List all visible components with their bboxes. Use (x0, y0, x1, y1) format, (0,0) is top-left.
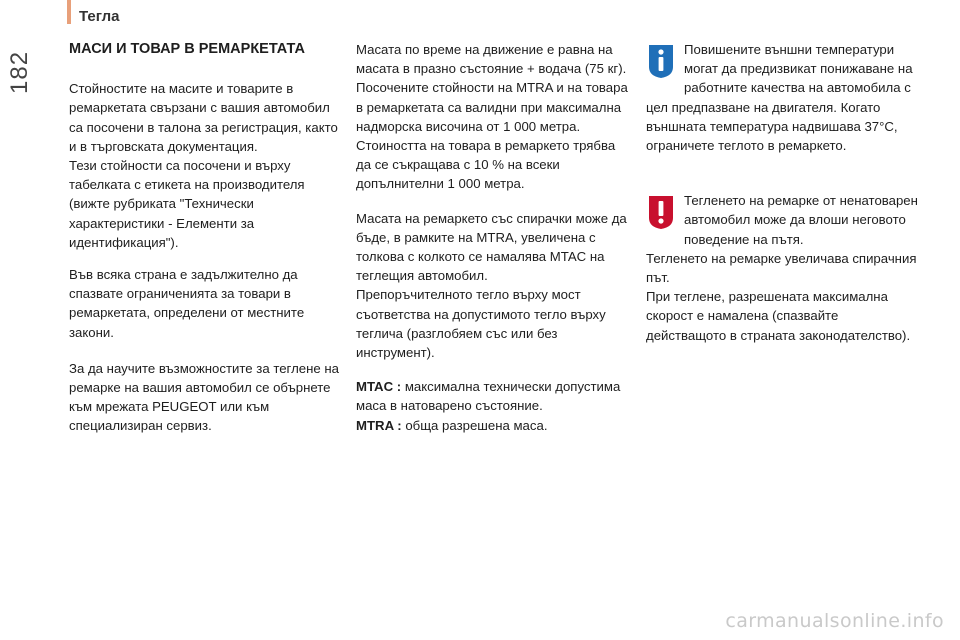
term-mtra: MTRA : (356, 417, 402, 433)
definition-mtra-text: обща разрешена маса. (401, 417, 548, 433)
definition-mtra (356, 416, 628, 435)
note-braking: Тегленето на ремарке увеличава спирачния път. (646, 250, 917, 286)
info-icon (646, 43, 676, 79)
paragraph-plate: Тези стойности са посочени и върху табелката с етикета на производителя (вижте рубриката "Технически характеристики - Елементи за идентификация"). (69, 158, 305, 250)
definition-mtac (356, 377, 628, 415)
warning-note (646, 191, 918, 345)
paragraph-running-mass: Масата по време на движение е равна на масата в празно състояние + водача (75 кг). (356, 42, 627, 77)
note-speed: При теглене, разрешената максимална скорост е намалена (спазвайте действащото в страната законодателство). (646, 289, 911, 343)
paragraph-altitude: Посочените стойности на MTRA и на товара в ремаркетата са валидни при максимална надморска височина от 1 000 метра. (356, 80, 628, 134)
column-right (646, 40, 918, 358)
paragraph-peugeot-network: За да научите възможностите за теглене на ремарке на вашия автомобил се обърнете към мрежата PEUGEOT или към специализиран сервиз. (69, 360, 340, 434)
note-unladen: Тегленето на ремарке от ненатоварен автомобил може да влоши неговото поведение на пътя. (684, 193, 918, 247)
note-temperature: Повишените външни температури могат да предизвикат понижаване на работните качества на автомобила с цел предпазване на двигателя. Когато външната температура надвишава 37°C, ограничете теглото в ремаркето. (646, 42, 913, 154)
column-middle (356, 40, 628, 448)
column-left (69, 40, 344, 449)
paragraph-local-law: Във всяка страна е задължително да спазвате ограниченията за товари в ремаркетата, определени от местните закони. (69, 267, 305, 340)
watermark: carmanualsonline.info (725, 610, 944, 632)
page-heading: МАСИ И ТОВАР В РЕМАРКЕТАТА (69, 41, 305, 57)
page-number: 182 (6, 50, 33, 94)
section-title: Тегла (79, 8, 120, 25)
section-accent-bar (67, 0, 71, 24)
info-note (646, 40, 918, 155)
term-mtac: MTAC : (356, 379, 402, 395)
paragraph-braked-trailer: Масата на ремаркето със спирачки може да бъде, в рамките на MTRA, увеличена с толкова с колкото се намалява MTAC на теглещия автомобил. (356, 210, 627, 284)
warning-icon (646, 194, 676, 230)
paragraph-reduction: Стоиността на товара в ремаркето трябва да се съкращава с 10 % на всеки допълнителни 1 000 метра. (356, 138, 616, 192)
paragraph-axle-load: Препоръчителното тегло върху мост съответства на допустимото тегло върху теглича (разглобяем със или без инструмент). (356, 287, 606, 361)
definition-mtac-text: максимална технически допустима маса в натоварено състояние. (356, 379, 621, 414)
paragraph-registration: Стойностите на масите и товарите в ремаркетата свързани с вашия автомобил са посочени в талона за регистрация, както и в търговската документация. (69, 81, 338, 154)
